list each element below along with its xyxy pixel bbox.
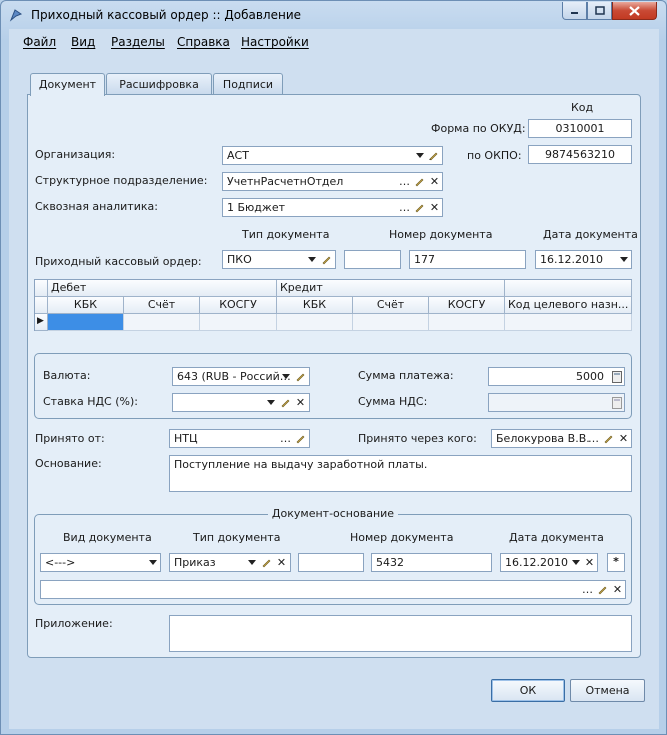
doc-number-header: Номер документа	[389, 228, 493, 241]
organization-value: АСТ	[227, 149, 249, 162]
basis-label: Основание:	[35, 457, 102, 470]
doc-date-value: 16.12.2010	[540, 253, 603, 266]
amount-value: 5000	[576, 370, 604, 383]
ellipsis-icon[interactable]: …	[399, 201, 410, 214]
accepted-through-value: Белокурова В.В.	[496, 432, 590, 445]
kind-header: Вид документа	[63, 531, 152, 544]
basis-date-field[interactable]	[500, 553, 598, 572]
currency-value: 643 (RUB - Россий…	[177, 370, 291, 383]
debit-header: Дебет	[48, 280, 277, 297]
window-title: Приходный кассовый ордер :: Добавление	[31, 8, 302, 22]
basis-prefix-field[interactable]	[298, 553, 364, 572]
grid-corner	[35, 280, 48, 297]
menu-view[interactable]: Вид	[71, 35, 96, 49]
doc-type-value: ПКО	[227, 253, 252, 266]
attachment-label: Приложение:	[35, 617, 113, 630]
kind-select[interactable]	[40, 553, 161, 572]
tab-signatures[interactable]: Подписи	[213, 73, 283, 95]
ok-button[interactable]: ОК	[491, 679, 565, 702]
pencil-icon[interactable]	[259, 554, 274, 571]
basis-type-value: Приказ	[174, 556, 216, 569]
doc-type-select[interactable]	[222, 250, 336, 269]
basis-number-header: Номер документа	[350, 531, 454, 544]
ellipsis-icon[interactable]: …	[280, 432, 291, 445]
currency-select[interactable]	[172, 367, 310, 386]
col-credit-kosgu[interactable]: КОСГУ	[429, 297, 505, 314]
subdivision-field[interactable]	[222, 172, 443, 191]
amount-field[interactable]	[488, 367, 625, 386]
menu-settings[interactable]: Настройки	[241, 35, 309, 49]
pencil-icon[interactable]	[319, 251, 334, 268]
clear-icon[interactable]: ✕	[612, 583, 623, 596]
doc-number-field[interactable]: 177	[409, 250, 526, 269]
analytics-field[interactable]	[222, 198, 443, 217]
grid-cell-selected[interactable]	[48, 314, 124, 331]
grid-cell[interactable]	[353, 314, 429, 331]
pencil-icon[interactable]	[293, 430, 308, 447]
calendar-dropdown-icon[interactable]	[617, 251, 630, 268]
chevron-down-icon[interactable]	[279, 368, 292, 385]
basis-number-field[interactable]: 5432	[371, 553, 492, 572]
vat-amount-field[interactable]	[488, 393, 625, 412]
doc-type-header: Тип документа	[242, 228, 330, 241]
currency-label: Валюта:	[43, 369, 91, 382]
pencil-icon[interactable]	[412, 199, 427, 216]
chevron-down-icon[interactable]	[413, 147, 426, 164]
okpo-label: по ОКПО:	[467, 149, 522, 162]
accounts-grid	[34, 279, 632, 331]
accepted-through-label: Принято через кого:	[358, 432, 477, 445]
pencil-icon	[428, 150, 439, 161]
col-credit-account[interactable]: Счёт	[353, 297, 429, 314]
minimize-button[interactable]	[562, 2, 587, 20]
chevron-down-icon[interactable]	[305, 251, 318, 268]
accepted-through-field[interactable]	[491, 429, 632, 448]
doc-date-field[interactable]	[535, 250, 632, 269]
organization-select[interactable]	[222, 146, 443, 165]
star-button[interactable]: *	[607, 553, 625, 572]
subdivision-label: Структурное подразделение:	[35, 174, 208, 187]
cash-order-label: Приходный кассовый ордер:	[35, 255, 202, 268]
analytics-label: Сквозная аналитика:	[35, 200, 158, 213]
menu-bar	[8, 30, 658, 54]
ellipsis-icon[interactable]: …	[582, 583, 593, 596]
title-bar[interactable]	[1, 1, 666, 29]
clear-icon[interactable]: ✕	[618, 432, 629, 445]
calendar-dropdown-icon[interactable]	[569, 554, 582, 571]
pencil-icon[interactable]	[412, 173, 427, 190]
close-icon	[629, 6, 640, 16]
maximize-icon	[595, 6, 605, 15]
credit-header: Кредит	[277, 280, 505, 297]
col-credit-kbk[interactable]: КБК	[277, 297, 353, 314]
accepted-from-label: Принято от:	[35, 432, 105, 445]
chevron-down-icon[interactable]	[146, 554, 159, 571]
doc-date-header: Дата документа	[543, 228, 638, 241]
ellipsis-icon[interactable]: …	[399, 175, 410, 188]
amount-label: Сумма платежа:	[358, 369, 454, 382]
chevron-down-icon[interactable]	[245, 554, 258, 571]
row-pointer-icon: ▶	[35, 314, 48, 331]
accepted-from-field[interactable]	[169, 429, 310, 448]
okud-label: Форма по ОКУД:	[431, 122, 526, 135]
col-debit-kosgu[interactable]: КОСГУ	[200, 297, 277, 314]
menu-help[interactable]: Справка	[177, 35, 230, 49]
col-debit-kbk[interactable]: КБК	[48, 297, 124, 314]
basis-document-title: Документ-основание	[35, 507, 631, 520]
vat-amount-label: Сумма НДС:	[358, 395, 428, 408]
col-debit-account[interactable]: Счёт	[124, 297, 200, 314]
ellipsis-icon[interactable]: …	[588, 432, 599, 445]
row-header-spacer	[35, 297, 48, 314]
basis-date-header: Дата документа	[509, 531, 604, 544]
basis-textarea[interactable]: Поступление на выдачу заработной платы.	[169, 455, 632, 492]
clear-icon[interactable]: ✕	[429, 175, 440, 188]
cancel-button[interactable]: Отмена	[570, 679, 645, 702]
organization-label: Организация:	[35, 148, 116, 161]
subdivision-value: УчетнРасчетнОтдел	[227, 175, 344, 188]
tab-breakdown[interactable]: Расшифровка	[106, 73, 212, 95]
close-window-button[interactable]	[612, 2, 657, 20]
app-icon	[9, 8, 23, 22]
basis-type-header: Тип документа	[193, 531, 281, 544]
grid-cell[interactable]	[429, 314, 505, 331]
tab-document[interactable]: Документ	[30, 73, 105, 96]
okpo-field[interactable]: 9874563210	[528, 145, 632, 164]
pencil-icon[interactable]	[278, 394, 293, 411]
doc-prefix-field[interactable]	[344, 250, 401, 269]
grid-cell[interactable]	[505, 314, 632, 331]
clear-icon[interactable]: ✕	[295, 396, 306, 409]
col-target-code[interactable]: Код целевого назн...	[505, 297, 632, 314]
pencil-icon[interactable]	[293, 368, 308, 385]
clear-icon[interactable]: ✕	[584, 556, 595, 569]
vat-rate-label: Ставка НДС (%):	[43, 395, 138, 408]
clear-icon[interactable]: ✕	[276, 556, 287, 569]
basis-date-value: 16.12.2010	[505, 556, 568, 569]
grid-cell[interactable]	[277, 314, 353, 331]
pencil-icon[interactable]	[601, 430, 616, 447]
code-label: Код	[571, 101, 594, 114]
basis-extra-field[interactable]	[40, 580, 626, 599]
maximize-button[interactable]	[587, 2, 612, 20]
kind-value: <--->	[45, 556, 76, 569]
menu-sections[interactable]: Разделы	[111, 35, 165, 49]
chevron-down-icon[interactable]	[264, 394, 277, 411]
grid-cell[interactable]	[200, 314, 277, 331]
calculator-icon[interactable]	[609, 368, 624, 385]
basis-type-select[interactable]	[169, 553, 291, 572]
edit-organization-button[interactable]	[426, 147, 441, 164]
okud-field[interactable]: 0310001	[528, 119, 632, 138]
vat-rate-select[interactable]	[172, 393, 310, 412]
accepted-from-value: НТЦ	[174, 432, 198, 445]
analytics-value: 1 Бюджет	[227, 201, 285, 214]
calculator-icon[interactable]	[609, 394, 624, 411]
pencil-icon[interactable]	[595, 581, 610, 598]
grid-cell[interactable]	[124, 314, 200, 331]
clear-icon[interactable]: ✕	[429, 201, 440, 214]
menu-file[interactable]: Файл	[23, 35, 57, 49]
target-header-spacer	[505, 280, 632, 297]
minimize-icon	[570, 6, 579, 15]
attachment-textarea[interactable]	[169, 615, 632, 652]
